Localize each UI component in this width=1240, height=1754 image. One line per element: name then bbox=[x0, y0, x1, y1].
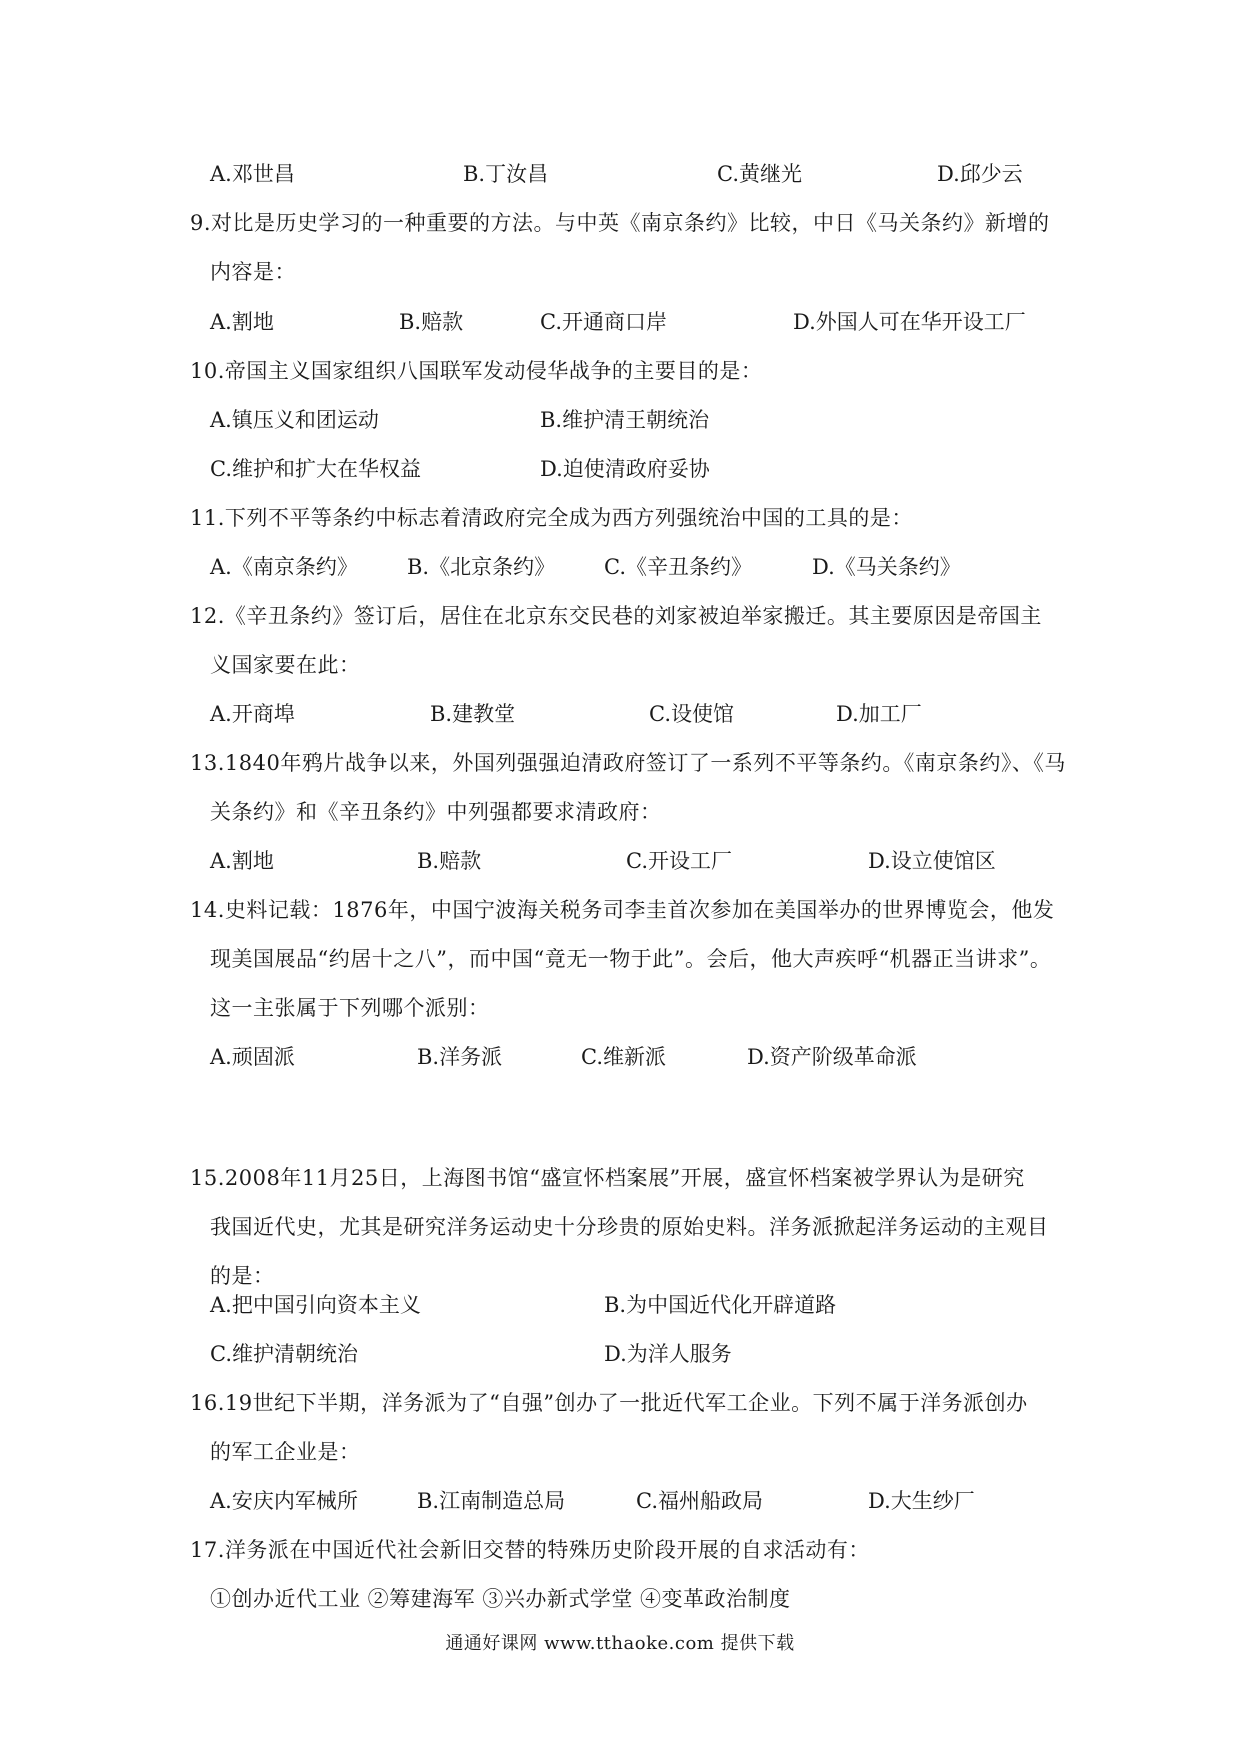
q17-items: ①创办近代工业 ②筹建海军 ③兴办新式学堂 ④变革政治制度 bbox=[210, 1587, 791, 1611]
q17-stem: 17.洋务派在中国近代社会新旧交替的特殊历史阶段开展的自求活动有： bbox=[190, 1538, 870, 1562]
q13-option-b: B.赔款 bbox=[417, 849, 482, 873]
q16-stem-line2: 的军工企业是： bbox=[210, 1440, 361, 1464]
q11-option-a: A.《南京条约》 bbox=[210, 555, 358, 579]
q13-option-d: D.设立使馆区 bbox=[868, 849, 996, 873]
q16-option-b: B.江南制造总局 bbox=[417, 1489, 566, 1513]
q9-option-d: D.外国人可在华开设工厂 bbox=[793, 310, 1026, 334]
q10-option-c: C.维护和扩大在华权益 bbox=[210, 457, 421, 481]
q12-option-a: A.开商埠 bbox=[210, 702, 295, 726]
q8-option-d: D.邱少云 bbox=[937, 162, 1023, 186]
q13-stem-line1: 13.1840年鸦片战争以来，外国列强强迫清政府签订了一系列不平等条约。《南京条约》、《马 bbox=[190, 751, 1066, 775]
q9-option-c: C.开通商口岸 bbox=[540, 310, 667, 334]
q13-option-c: C.开设工厂 bbox=[626, 849, 732, 873]
q8-option-c: C.黄继光 bbox=[717, 162, 802, 186]
q11-option-b: B.《北京条约》 bbox=[407, 555, 556, 579]
q14-option-b: B.洋务派 bbox=[417, 1045, 503, 1069]
q16-option-d: D.大生纱厂 bbox=[868, 1489, 975, 1513]
q15-option-d: D.为洋人服务 bbox=[604, 1342, 732, 1366]
q15-option-b: B.为中国近代化开辟道路 bbox=[604, 1293, 837, 1317]
q14-stem-line2: 现美国展品“约居十之八”，而中国“竟无一物于此”。会后，他大声疾呼“机器正当讲求”。 bbox=[210, 947, 1052, 971]
q14-stem-line1: 14.史料记载：1876年，中国宁波海关税务司李圭首次参加在美国举办的世界博览会，他发 bbox=[190, 898, 1055, 922]
q16-stem-line1: 16.19世纪下半期，洋务派为了“自强”创办了一批近代军工企业。下列不属于洋务派创办 bbox=[190, 1391, 1028, 1415]
q15-stem-line1: 15.2008年11月25日，上海图书馆“盛宣怀档案展”开展，盛宣怀档案被学界认为是研究 bbox=[190, 1166, 1025, 1190]
q9-option-b: B.赔款 bbox=[399, 310, 464, 334]
q14-option-a: A.顽固派 bbox=[210, 1045, 295, 1069]
q8-option-a: A.邓世昌 bbox=[210, 162, 295, 186]
q12-option-d: D.加工厂 bbox=[836, 702, 922, 726]
q15-option-c: C.维护清朝统治 bbox=[210, 1342, 358, 1366]
q16-option-c: C.福州船政局 bbox=[636, 1489, 763, 1513]
q14-option-d: D.资产阶级革命派 bbox=[747, 1045, 917, 1069]
q9-stem-line1: 9.对比是历史学习的一种重要的方法。与中英《南京条约》比较，中日《马关条约》新增的 bbox=[190, 211, 1050, 235]
q13-stem-line2: 关条约》和《辛丑条约》中列强都要求清政府： bbox=[210, 800, 662, 824]
q15-stem-line2: 我国近代史，尤其是研究洋务运动史十分珍贵的原始史料。洋务派掀起洋务运动的主观目 bbox=[210, 1215, 1049, 1239]
q10-option-d: D.迫使清政府妥协 bbox=[540, 457, 710, 481]
q10-stem: 10.帝国主义国家组织八国联军发动侵华战争的主要目的是： bbox=[190, 359, 763, 383]
q16-option-a: A.安庆内军械所 bbox=[210, 1489, 358, 1513]
q15-option-a: A.把中国引向资本主义 bbox=[210, 1293, 421, 1317]
q12-stem-line2: 义国家要在此： bbox=[210, 653, 361, 677]
q8-option-b: B.丁汝昌 bbox=[463, 162, 549, 186]
page-footer: 通通好课网 www.tthaoke.com 提供下载 bbox=[445, 1633, 795, 1654]
q12-option-b: B.建教堂 bbox=[430, 702, 516, 726]
q13-option-a: A.割地 bbox=[210, 849, 274, 873]
q9-stem-line2: 内容是： bbox=[210, 260, 296, 284]
q9-option-a: A.割地 bbox=[210, 310, 274, 334]
q14-stem-line3: 这一主张属于下列哪个派别： bbox=[210, 996, 490, 1020]
q11-stem: 11.下列不平等条约中标志着清政府完全成为西方列强统治中国的工具的是： bbox=[190, 506, 913, 530]
q10-option-a: A.镇压义和团运动 bbox=[210, 408, 379, 432]
q11-option-d: D.《马关条约》 bbox=[812, 555, 961, 579]
q10-option-b: B.维护清王朝统治 bbox=[540, 408, 710, 432]
q12-option-c: C.设使馆 bbox=[649, 702, 734, 726]
q14-option-c: C.维新派 bbox=[581, 1045, 666, 1069]
q12-stem-line1: 12.《辛丑条约》签订后，居住在北京东交民巷的刘家被迫举家搬迁。其主要原因是帝国主 bbox=[190, 604, 1042, 628]
q11-option-c: C.《辛丑条约》 bbox=[604, 555, 752, 579]
q15-stem-line3: 的是： bbox=[210, 1264, 275, 1288]
